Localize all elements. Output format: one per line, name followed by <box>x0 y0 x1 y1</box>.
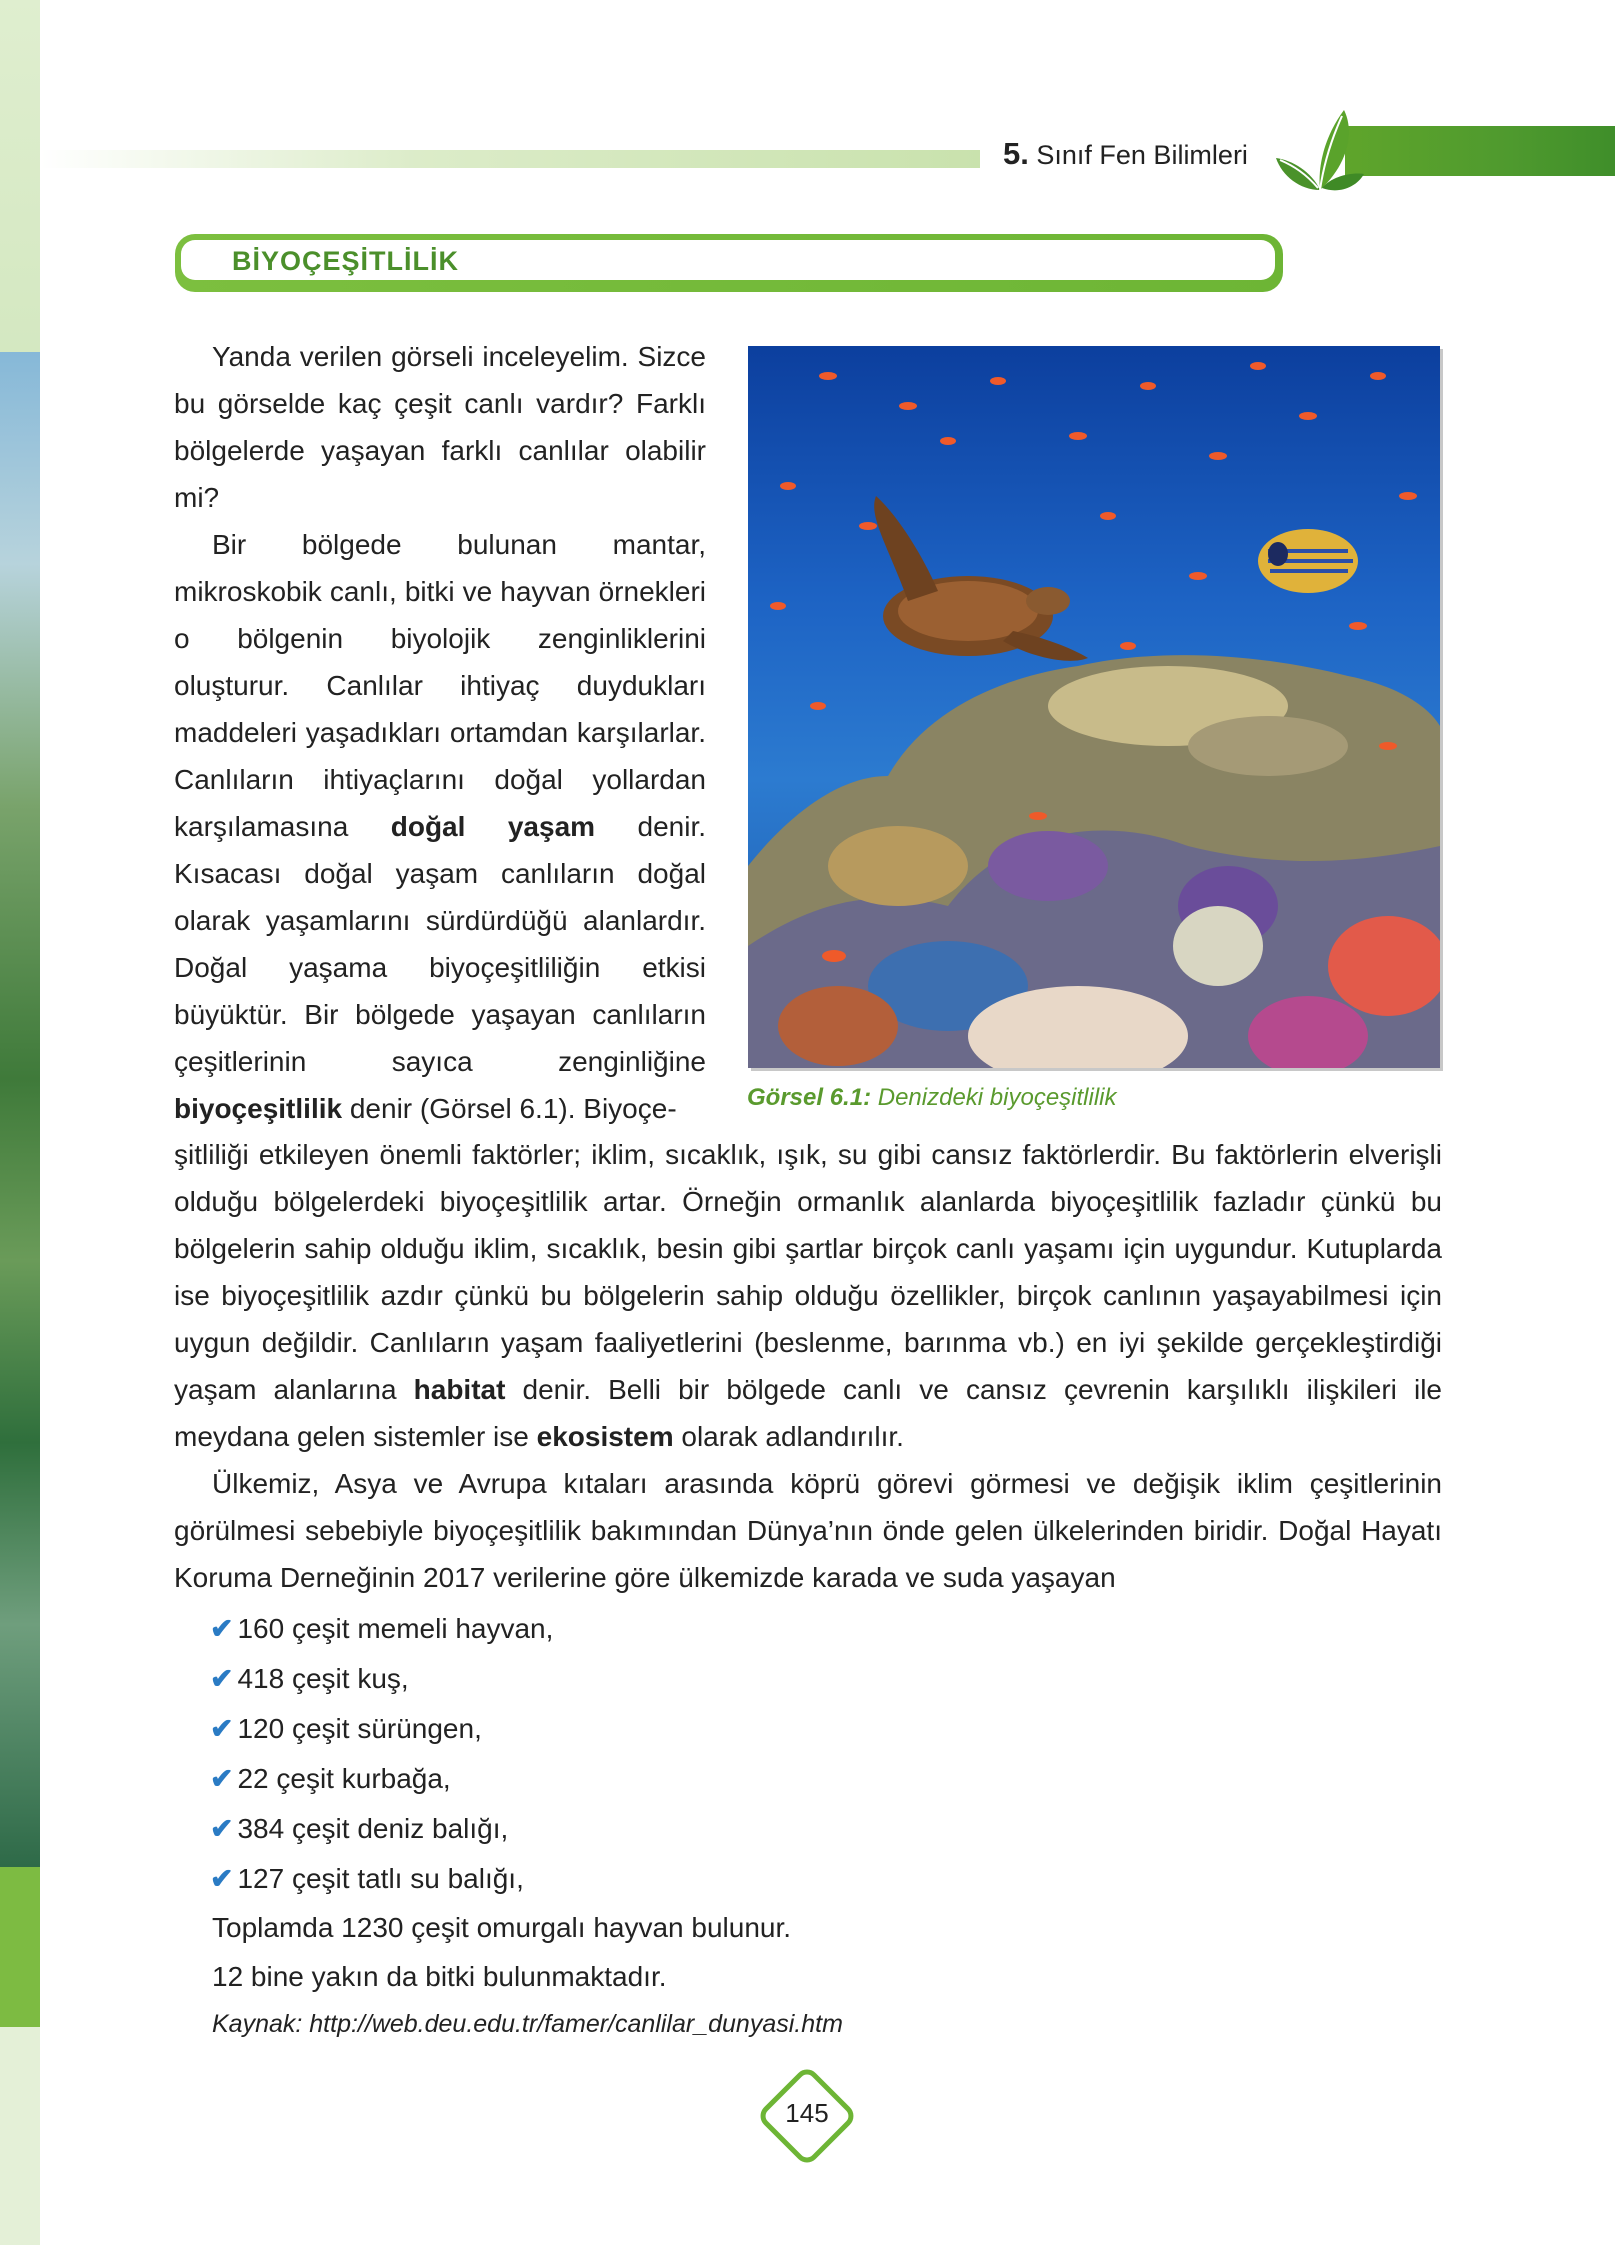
list-item <box>210 1612 553 1645</box>
image-caption <box>747 1084 1117 1112</box>
paragraph-natural-life <box>174 521 706 1132</box>
p2-text-e: denir (Görsel 6.1). Biyoçe- <box>349 1093 677 1124</box>
header-title <box>1003 136 1248 172</box>
check-icon: ✔ <box>210 1813 234 1844</box>
list-item-text: 22 çeşit kurbağa, <box>237 1763 451 1794</box>
coral-reef-photo <box>748 346 1440 1068</box>
list-item <box>210 1862 524 1895</box>
list-item-text: 120 çeşit sürüngen, <box>237 1713 482 1744</box>
header-subject: Sınıf Fen Bilimleri <box>1036 140 1248 170</box>
paragraph-factors <box>174 1131 1442 1460</box>
p3-text-a: şitliliği etkileyen önemli faktörler; iklim, sıcaklık, ışık, su gibi cansız faktörlerdir. Bu faktörlerin elverişli olduğu bölgelerdeki biyoçeşitlilik artar. Örneğin ormanlık alanlarda biyoçeşitlilik fazladır çünkü bu bölgelerin sahip olduğu iklim, sıcaklık, besin gibi şartlar birçok canlı yaşamı için uygundur. Kutuplarda ise biyoçeşitlilik azdır çünkü bu bölgelerin sahip olduğu özellikler, birçok canlının yaşayabilmesi için uygun değildir. Canlıların yaşam faaliyetlerini (beslenme, barınma vb.) en iyi şekilde gerçekleştirdiği yaşam alanlarına <box>174 1139 1442 1405</box>
summary-total: Toplamda 1230 çeşit omurgalı hayvan bulunur. <box>212 1912 792 1943</box>
check-icon: ✔ <box>210 1613 234 1644</box>
check-icon: ✔ <box>210 1863 234 1894</box>
p3-text-c: denir. Belli bir bölgede canlı ve cansız çevrenin karşılıklı ilişkileri ile meydana gelen sistemler ise <box>174 1374 1442 1452</box>
section-title: BİYOÇEŞİTLİLİK <box>232 246 460 276</box>
term-habitat: habitat <box>413 1374 506 1405</box>
paragraph-intro: Yanda verilen görseli inceleyelim. Sizce bu görselde kaç çeşit canlı vardır? Farklı bölgelerde yaşayan farklı canlılar olabilir mi? <box>174 341 706 513</box>
list-item-text: 160 çeşit memeli hayvan, <box>237 1613 554 1644</box>
term-ekosistem: ekosistem <box>536 1421 674 1452</box>
caption-label: Görsel 6.1: <box>747 1084 872 1111</box>
term-dogal-yasam: doğal yaşam <box>390 811 596 842</box>
list-item-text: 418 çeşit kuş, <box>237 1663 409 1694</box>
caption-text: Denizdeki biyoçeşitlilik <box>877 1084 1117 1111</box>
side-band-top <box>0 0 40 352</box>
page-number: 145 <box>785 2098 829 2128</box>
list-item <box>210 1812 508 1845</box>
list-item-text: 127 çeşit tatlı su balığı, <box>237 1863 524 1894</box>
side-band-green <box>0 1867 40 2027</box>
header-rule <box>40 150 980 168</box>
header-grade-number: 5. <box>1003 136 1029 171</box>
side-decoration <box>0 0 40 2245</box>
term-biyocesitlilik: biyoçeşitlilik <box>174 1093 343 1124</box>
check-icon: ✔ <box>210 1763 234 1794</box>
paragraph-turkey: Ülkemiz, Asya ve Avrupa kıtaları arasında köprü görevi görmesi ve değişik iklim çeşitlerinin görülmesi sebebiyle biyoçeşitlilik bakımından Dünya’nın önde gelen ülkelerinden biridir. Doğal Hayatı Koruma Derneğinin 2017 verilerine göre ülkemizde karada ve suda yaşayan <box>174 1468 1442 1593</box>
side-band-bottom <box>0 2027 40 2245</box>
list-item <box>210 1662 409 1695</box>
summary-plants: 12 bine yakın da bitki bulunmaktadır. <box>212 1961 667 1992</box>
check-icon: ✔ <box>210 1713 234 1744</box>
p3-text-e: olarak adlandırılır. <box>681 1421 904 1452</box>
p2-text-a: Bir bölgede bulunan mantar, mikroskobik canlı, bitki ve hayvan örnekleri o bölgenin biyolojik zenginliklerini oluşturur. Canlılar ihtiyaç duydukları maddeleri yaşadıkları ortamdan karşılarlar. Canlıların ihtiyaçlarını doğal yollardan karşılamasına <box>174 529 706 842</box>
leaf-icon <box>1272 100 1368 196</box>
source-citation: Kaynak: http://web.deu.edu.tr/famer/canlilar_dunyasi.htm <box>212 2010 843 2038</box>
list-item <box>210 1712 482 1745</box>
side-forest-image <box>0 352 40 1867</box>
list-item-text: 384 çeşit deniz balığı, <box>237 1813 509 1844</box>
list-item <box>210 1762 451 1795</box>
p2-text-c: denir. Kısacası doğal yaşam canlıların doğal olarak yaşamlarını sürdürdüğü alanlardır. Doğal yaşama biyoçeşitliliğin etkisi büyüktür. Bir bölgede yaşayan canlıların çeşitlerinin sayıca zenginliğine <box>174 811 706 1077</box>
header-bar <box>1345 126 1615 176</box>
check-icon: ✔ <box>210 1663 234 1694</box>
